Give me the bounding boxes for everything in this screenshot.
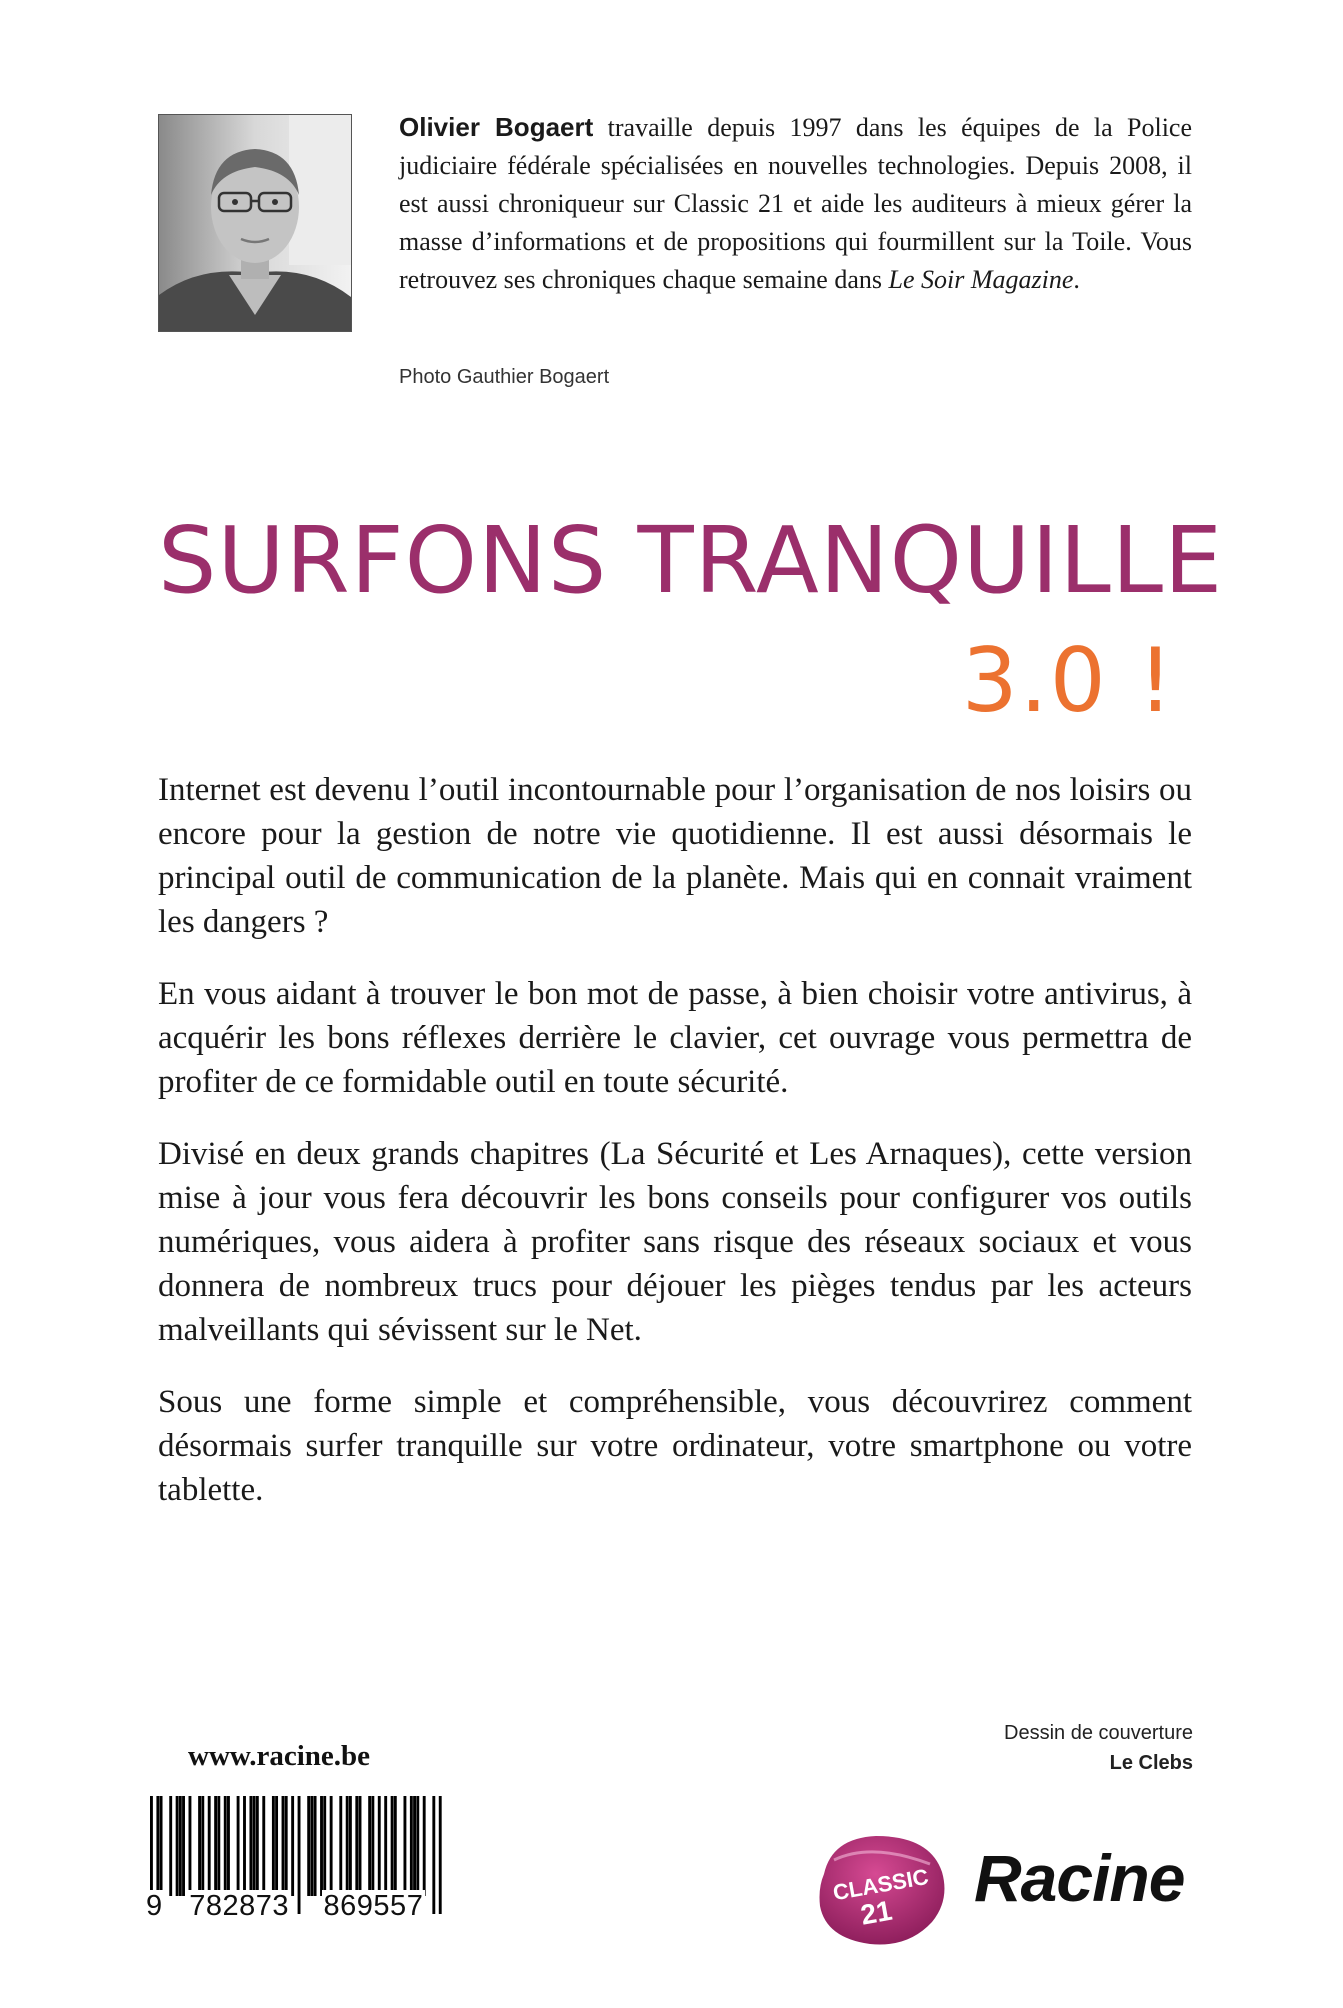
barcode-bar xyxy=(323,1796,326,1896)
barcode-bar xyxy=(346,1796,349,1896)
barcode-bar xyxy=(310,1796,313,1896)
barcode-bar xyxy=(330,1796,333,1896)
barcode-bar xyxy=(256,1796,259,1896)
barcode-bar xyxy=(403,1796,406,1896)
barcode-bar xyxy=(189,1796,192,1896)
classic21-logo xyxy=(812,1830,948,1950)
barcode-bar xyxy=(179,1796,182,1896)
blurb-paragraph: Sous une forme simple et compréhensible, vous découvrirez comment désormais surfer tranquille sur votre ordinateur, votre smartphone ou votre tablette. xyxy=(158,1384,1192,1508)
barcode-bar xyxy=(391,1796,394,1896)
barcode-bar xyxy=(169,1796,172,1896)
barcode-bar xyxy=(423,1796,426,1896)
book-title: SURFONS TRANQUILLE xyxy=(158,507,1224,614)
barcode-bar xyxy=(291,1796,294,1896)
barcode-bar xyxy=(413,1796,416,1896)
barcode-bar xyxy=(355,1796,358,1896)
author-photo xyxy=(158,114,352,332)
isbn-first-digit: 9 xyxy=(146,1890,163,1922)
barcode-bar xyxy=(201,1796,204,1896)
barcode-bar xyxy=(243,1796,246,1896)
barcode-bar xyxy=(198,1796,201,1896)
barcode-bar xyxy=(208,1796,211,1896)
barcode-bar xyxy=(349,1796,352,1896)
barcode-bar xyxy=(378,1796,381,1896)
barcode-bar xyxy=(217,1796,220,1896)
barcode-bar xyxy=(275,1796,278,1896)
barcode-bar xyxy=(282,1796,285,1896)
racine-logo: Racine xyxy=(974,1841,1185,1915)
barcode-bar xyxy=(176,1796,179,1896)
barcode-bar xyxy=(237,1796,240,1896)
barcode-bar xyxy=(214,1796,217,1896)
barcode-bar xyxy=(339,1796,342,1896)
author-bio-text: travaille depuis 1997 dans les équipes de la Police judiciaire fédérale spécialisées en nouvelles technologies. Depuis 2008, il est aussi chroniqueur sur Classic 21 et aide les auditeurs à mieux gérer la masse d’informations et de propositions qui fourmillent sur la Toile. Vous retrouvez ses chroniques chaque semaine dans xyxy=(399,113,1192,294)
isbn-digits xyxy=(144,1890,434,1923)
cover-credit xyxy=(1004,1718,1193,1778)
barcode-bar xyxy=(307,1796,310,1896)
blurb-paragraph: Internet est devenu l’outil incontournable pour l’organisation de nos loisirs ou encore pour la gestion de notre vie quotidienne. Il est aussi désormais le principal outil de communication de la planète. Mais qui en connait vraiment les dangers ? xyxy=(158,772,1192,940)
barcode-bar xyxy=(439,1796,442,1914)
barcode-bar xyxy=(371,1796,374,1896)
blurb-paragraph: Divisé en deux grands chapitres (La Sécurité et Les Arnaques), cette version mise à jour vous fera découvrir les bons conseils pour configurer vos outils numériques, vous aidera à profiter sans risque des réseaux sociaux et vous donnera de nombreux trucs pour déjouer les pièges tendus par les acteurs malveillants qui sévissent sur le Net. xyxy=(158,1136,1192,1348)
back-cover-blurb xyxy=(158,768,1192,1540)
barcode-bar xyxy=(272,1796,275,1896)
photo-credit: Photo Gauthier Bogaert xyxy=(399,366,610,388)
barcode-bar xyxy=(368,1796,371,1896)
barcode-bar xyxy=(224,1796,227,1896)
barcode-bar xyxy=(384,1796,387,1896)
barcode-bar xyxy=(249,1796,252,1896)
blurb-paragraph: En vous aidant à trouver le bon mot de passe, à bien choisir votre antivirus, à acquérir les bons réflexes derrière le clavier, cet ouvrage vous permettra de profiter de ce formidable outil en toute sécurité. xyxy=(158,976,1192,1100)
magazine-name: Le Soir Magazine xyxy=(888,265,1074,294)
cover-artist: Le Clebs xyxy=(1109,1752,1193,1774)
book-title-version: 3.0 ! xyxy=(961,629,1175,732)
barcode-bar xyxy=(262,1796,265,1896)
author-bio-end: . xyxy=(1073,265,1080,294)
barcode-bar xyxy=(320,1796,323,1896)
barcode-bar xyxy=(394,1796,397,1896)
isbn-group-left: 782873 xyxy=(189,1890,289,1922)
barcode-bar xyxy=(359,1796,362,1896)
publisher-website[interactable]: www.racine.be xyxy=(188,1740,371,1772)
author-name: Olivier Bogaert xyxy=(399,112,594,142)
barcode-bar xyxy=(182,1796,185,1896)
barcode-bar xyxy=(160,1796,163,1896)
classic-logo-text: CLASSIC xyxy=(830,1863,931,1906)
barcode-bar xyxy=(227,1796,230,1896)
cover-credit-label: Dessin de couverture xyxy=(1004,1722,1193,1744)
barcode-bar xyxy=(253,1796,256,1896)
barcode-bar xyxy=(314,1796,317,1896)
barcode-bar xyxy=(416,1796,419,1896)
barcode-bar xyxy=(285,1796,288,1896)
barcode-bar xyxy=(410,1796,413,1896)
classic-logo-number: 21 xyxy=(858,1894,895,1931)
isbn-group-right: 869557 xyxy=(323,1890,424,1922)
author-bio xyxy=(399,108,1192,299)
